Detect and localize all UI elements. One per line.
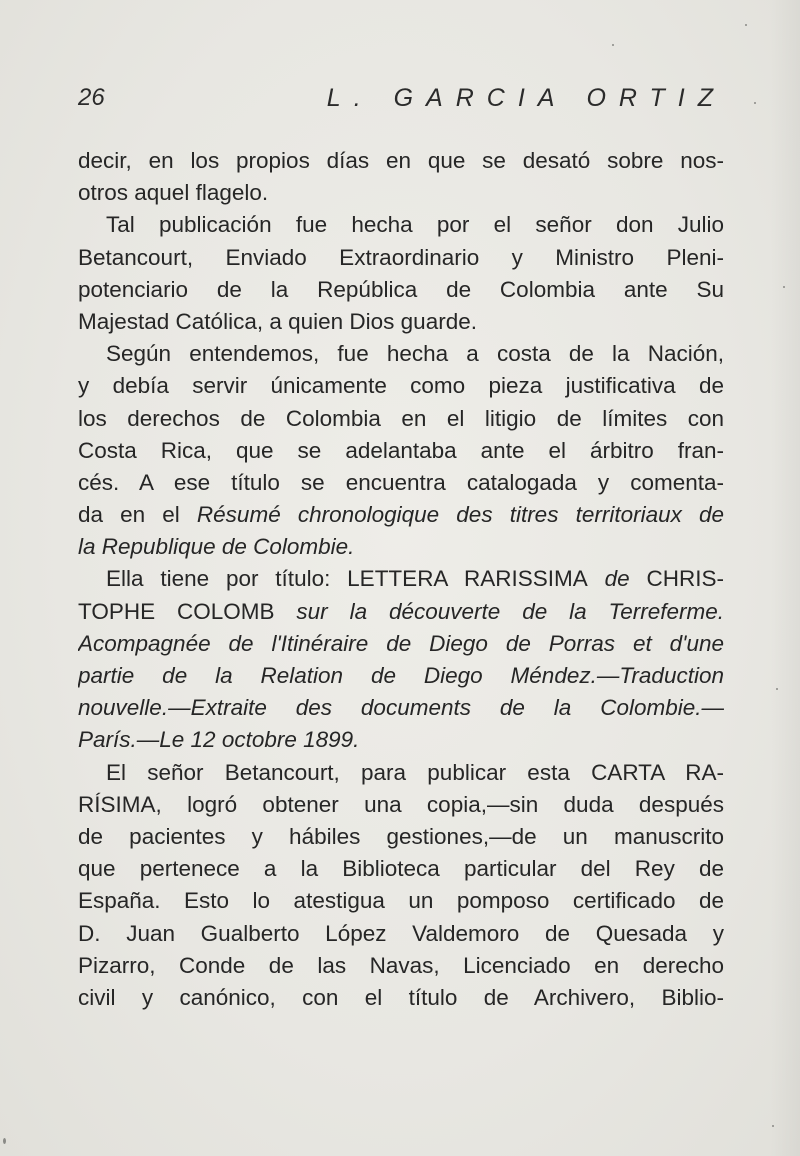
text-line: que pertenece a la Biblioteca particular del Rey de: [78, 856, 724, 882]
text-line: [78, 789, 724, 821]
paper-speck: [776, 688, 778, 690]
text-line: Majestad Católica, a quien Dios guarde.: [78, 308, 477, 334]
text-line: civil y canónico, con el título de Archivero, Biblio-: [78, 984, 724, 1010]
text-line: Betancourt, Enviado Extraordinario y Ministro Pleni-: [78, 244, 724, 270]
text-line: los derechos de Colombia en el litigio de límites con: [78, 405, 724, 431]
running-head: L. GARCIA ORTIZ: [326, 84, 726, 112]
text-line: [78, 596, 724, 628]
small-caps-title: TOPHE COLOMB: [78, 598, 275, 624]
text-line: de pacientes y hábiles gestiones,—de un manuscrito: [78, 823, 724, 849]
text-line: partie de la Relation de Diego Méndez.—Traduction: [78, 663, 724, 688]
small-caps-title: RÍSIMA,: [78, 791, 162, 817]
text-line: decir, en los propios días en que se desató sobre nos-: [78, 148, 724, 173]
text-run: Ella tiene por título:: [106, 566, 348, 592]
text-line: potenciario de la República de Colombia ante Su: [78, 276, 724, 302]
text-line: [78, 563, 724, 595]
text-line: Acompagnée de l'Itinéraire de Diego de Porras et d'une: [78, 630, 724, 656]
page-edge-shadow: [770, 0, 800, 1156]
text-line: [78, 757, 724, 789]
paper-speck: [783, 286, 785, 288]
text-line: la Republique de Colombie.: [78, 534, 355, 560]
paper-speck: [612, 44, 614, 46]
text-line: España. Esto lo atestigua un pomposo certificado de: [78, 888, 724, 914]
text-line: París.—Le 12 octobre 1899.: [78, 727, 360, 753]
text-run: logró obtener una copia,—sin duda después: [161, 791, 724, 817]
body-text: [78, 145, 724, 1014]
paper-speck: [772, 1125, 774, 1127]
text-line: cés. A ese título se encuentra catalogada y comenta-: [78, 469, 724, 495]
text-run: da en el: [78, 502, 197, 528]
small-caps-title: CARTA RA-: [591, 759, 724, 785]
text-line: Costa Rica, que se adelantaba ante el árbitro fran-: [78, 437, 724, 463]
text-line: otros aquel flagelo.: [78, 180, 269, 206]
text-run-italic: sur la découverte de la Terreferme.: [274, 598, 724, 624]
text-run-italic: de: [587, 566, 647, 592]
text-line: Tal publicación fue hecha por el señor don Julio: [106, 212, 724, 238]
text-line: Según entendemos, fue hecha a costa de la Nación,: [106, 341, 724, 367]
text-line: nouvelle.—Extraite des documents de la Colombie.—: [78, 695, 724, 721]
book-title-italic: Résumé chronologique des titres territoriaux de: [196, 502, 724, 528]
text-line: Pizarro, Conde de las Navas, Licenciado en derecho: [78, 952, 724, 978]
paper-speck: [745, 24, 747, 26]
text-line: D. Juan Gualberto López Valdemoro de Quesada y: [78, 920, 724, 946]
page-header: [78, 84, 726, 120]
text-line: [78, 499, 724, 531]
small-caps-title: CHRIS-: [646, 566, 724, 592]
text-run: El señor Betancourt, para publicar esta: [106, 759, 592, 785]
text-line: y debía servir únicamente como pieza justificativa de: [78, 373, 724, 399]
paper-speck: [3, 1138, 6, 1144]
paper-speck: [754, 102, 756, 104]
page-number: 26: [78, 84, 105, 111]
small-caps-title: LETTERA RARISSIMA: [347, 566, 588, 592]
